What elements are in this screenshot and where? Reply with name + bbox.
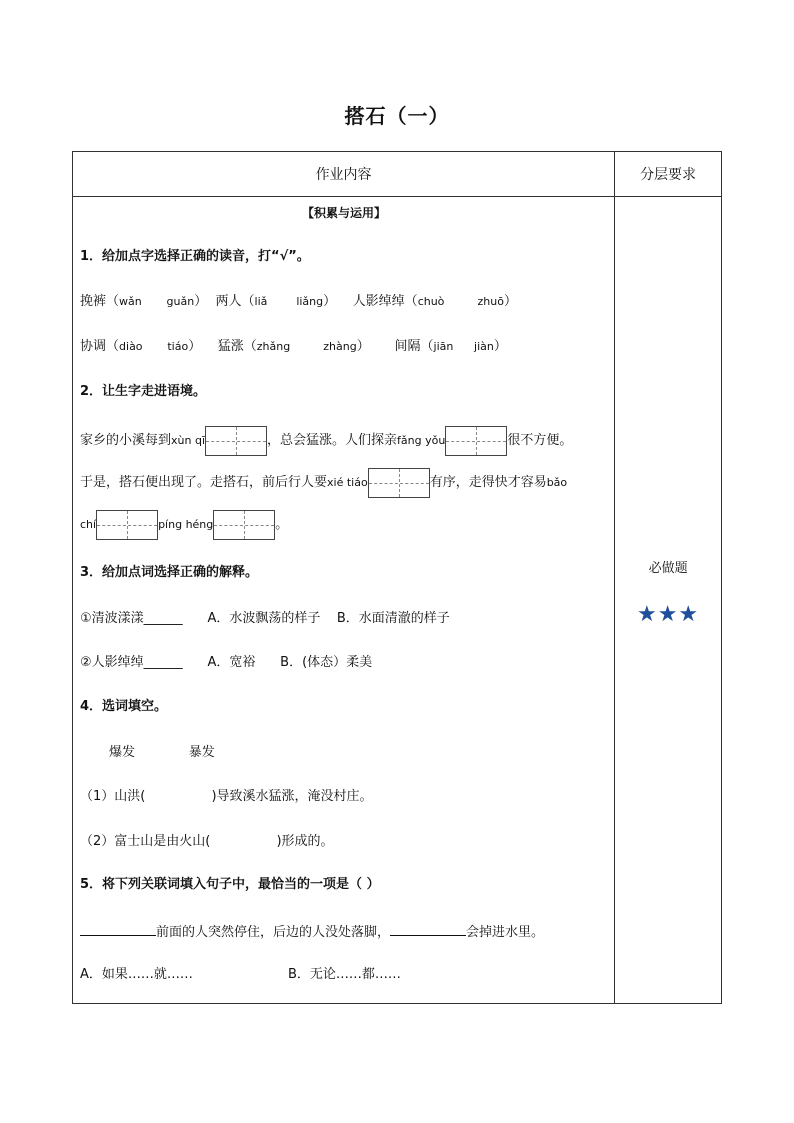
star-rating: ★★★	[636, 602, 700, 627]
q1-row1: 挽裤（wǎn guǎn） 两人（liǎ liǎng） 人影绰绰（chuò zhuō）	[80, 294, 517, 309]
homework-table	[72, 151, 722, 1004]
option-a: A．如果……就……	[80, 967, 193, 982]
writing-grid[interactable]	[368, 468, 430, 498]
q2-heading: 2．让生字走进语境。	[80, 384, 207, 399]
q2-line1: 家乡的小溪每到xùn qī ，总会猛涨。人们探亲fǎng yǒu 很不方便。	[80, 425, 572, 457]
option-b: B．无论……都……	[287, 967, 401, 982]
q1-heading: 1．给加点字选择正确的读音，打“√”。	[80, 249, 310, 264]
q4-s2: （2）富士山是由火山( )形成的。	[80, 834, 334, 849]
writing-grid[interactable]	[96, 510, 158, 540]
page-title: 搭石（一）	[344, 104, 450, 128]
q4-words: 爆发 暴发	[109, 745, 215, 760]
content-cell	[73, 197, 615, 1004]
q5-heading: 5．将下列关联词填入句子中，最恰当的一项是（ ）	[80, 877, 380, 892]
header-level: 分层要求	[615, 152, 722, 197]
q5-options	[80, 965, 401, 985]
answer-blank[interactable]	[390, 921, 466, 936]
q4-heading: 4．选词填空。	[80, 699, 168, 714]
writing-grid[interactable]	[213, 510, 275, 540]
q4-s1: （1）山洪( )导致溪水猛涨，淹没村庄。	[80, 789, 373, 804]
q3-item1: ①清波漾漾______ A．水波飘荡的样子 B．水面清澈的样子	[80, 611, 450, 626]
q3-item2: ②人影绰绰______ A．宽裕 B．(体态）柔美	[80, 655, 373, 670]
writing-grid[interactable]	[445, 426, 507, 456]
answer-blank[interactable]	[80, 921, 156, 936]
q5-sentence: 前面的人突然停住，后边的人没处落脚， 会掉进水里。	[80, 921, 544, 943]
q2-line2: 于是，搭石便出现了。走搭石，前后行人要xié tiáo 有序，走得快才容易bǎo	[80, 467, 567, 499]
q2-line3: chí píng héng 。	[80, 509, 288, 541]
q1-row2: 协调（diào tiáo） 猛涨（zhǎng zhàng） 间隔（jiān jiàn）	[80, 339, 507, 354]
writing-grid[interactable]	[205, 426, 267, 456]
requirement-label: 必做题	[648, 561, 688, 576]
level-cell	[615, 197, 722, 1004]
q3-heading: 3．给加点词选择正确的解释。	[80, 565, 259, 580]
header-content: 作业内容	[73, 152, 615, 197]
section-heading: 【积累与运用】	[301, 206, 386, 220]
